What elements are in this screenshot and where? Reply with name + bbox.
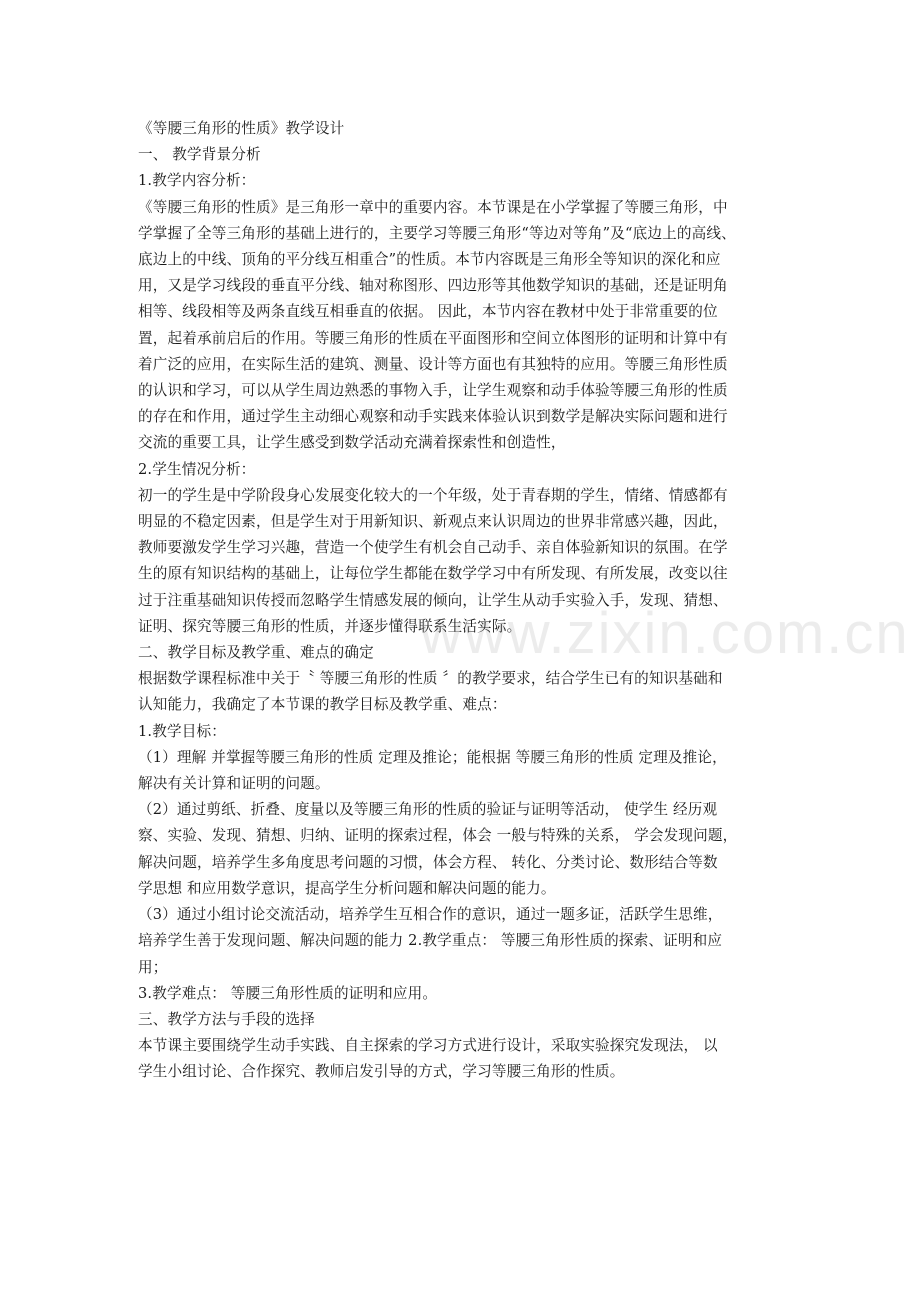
text-line: 二、教学目标及教学重、难点的确定 bbox=[138, 644, 374, 662]
text-line: 相等、线段相等及两条直线互相垂直的依据。 因此，本节内容在教材中处于非常重要的位 bbox=[138, 303, 718, 321]
text-line: 初一的学生是中学阶段身心发展变化较大的一个年级，处于青春期的学生，情绪、情感都有 bbox=[138, 486, 728, 504]
text-line: 三、教学方法与手段的选择 bbox=[138, 1010, 315, 1028]
text-line: 明显的不稳定因素，但是学生对于用新知识、新观点来认识周边的世界非常感兴趣，因此， bbox=[138, 513, 728, 531]
text-line: 解决有关计算和证明的问题。 bbox=[138, 775, 330, 793]
text-line: 察、实验、发现、猜想、归纳、证明的探索过程，体会 一般与特殊的关系， 学会发现问题， bbox=[138, 827, 738, 845]
text-line: 置，起着承前启后的作用。等腰三角形的性质在平面图形和空间立体图形的证明和计算中有 bbox=[138, 329, 728, 347]
text-line: 学思想 和应用数学意识，提高学生分析问题和解决问题的能力。 bbox=[138, 879, 556, 897]
text-line: 底边上的中线、顶角的平分线互相重合”的性质。本节内容既是三角形全等知识的深化和应 bbox=[138, 251, 721, 269]
text-line: 学生小组讨论、合作探究、教师启发引导的方式，学习等腰三角形的性质。 bbox=[138, 1063, 625, 1081]
watermark: www.zixin.com.cn bbox=[420, 601, 910, 666]
text-line: 教师要激发学生学习兴趣，营造一个使学生有机会自己动手、亲自体验新知识的氛围。在学 bbox=[138, 539, 728, 557]
text-line: 过于注重基础知识传授而忽略学生情感发展的倾向，让学生从动手实验入手，发现、猜想、 bbox=[138, 591, 728, 609]
text-line: 《等腰三角形的性质》是三角形一章中的重要内容。本节课是在小学掌握了等腰三角形，中 bbox=[138, 198, 728, 216]
text-line: 1.教学目标： bbox=[138, 722, 226, 740]
text-line: 《等腰三角形的性质》教学设计 bbox=[138, 120, 345, 137]
text-line: 用； bbox=[138, 958, 168, 976]
text-line: 着广泛的应用，在实际生活的建筑、测量、设计等方面也有其独特的应用。等腰三角形性质 bbox=[138, 355, 728, 373]
text-line: 证明、探究等腰三角形的性质，并逐步懂得联系生活实际。 bbox=[138, 617, 522, 635]
text-line: 生的原有知识结构的基础上，让每位学生都能在数学学习中有所发现、有所发展，改变以往 bbox=[138, 565, 728, 583]
text-line: 交流的重要工具，让学生感受到数学活动充满着探索性和创造性， bbox=[138, 434, 566, 452]
text-line: （1）理解 并掌握等腰三角形的性质 定理及推论；能根据 等腰三角形的性质 定理及推论， bbox=[138, 748, 727, 766]
document-body bbox=[138, 116, 798, 1086]
text-line: 1.教学内容分析： bbox=[138, 172, 256, 190]
text-line: 本节课主要围绕学生动手实践、自主探索的学习方式进行设计，采取实验探究发现法， 以 bbox=[138, 1037, 718, 1055]
text-line: 3.教学难点： 等腰三角形性质的证明和应用。 bbox=[138, 984, 438, 1002]
text-line: 解决问题，培养学生多角度思考问题的习惯，体会方程、 转化、分类讨论、数形结合等数 bbox=[138, 853, 718, 871]
text-line: 一、 教学背景分析 bbox=[138, 146, 261, 164]
text-line: （2）通过剪纸、折叠、度量以及等腰三角形的性质的验证与证明等活动， 使学生 经历观 bbox=[138, 801, 718, 819]
text-line: 的认识和学习，可以从学生周边熟悉的事物入手，让学生观察和动手体验等腰三角形的性质 bbox=[138, 382, 728, 400]
text-line: 2.学生情况分析： bbox=[138, 460, 256, 478]
text-line: 根据数学课程标准中关于〝 等腰三角形的性质 〞的教学要求，结合学生已有的知识基础和 bbox=[138, 670, 723, 688]
text-line: 认知能力，我确定了本节课的教学目标及教学重、难点： bbox=[138, 696, 507, 714]
text-line: （3）通过小组讨论交流活动，培养学生互相合作的意识，通过一题多证，活跃学生思维， bbox=[138, 906, 723, 924]
text-line: 的存在和作用，通过学生主动细心观察和动手实践来体验认识到数学是解决实际问题和进行 bbox=[138, 408, 728, 426]
text-line: 培养学生善于发现问题、解决问题的能力 2.教学重点： 等腰三角形性质的探索、证明和应 bbox=[138, 932, 723, 950]
text-line: 学掌握了全等三角形的基础上进行的，主要学习等腰三角形“等边对等角”及“底边上的高线、 bbox=[138, 224, 736, 242]
text-line: 用，又是学习线段的垂直平分线、轴对称图形、四边形等其他数学知识的基础，还是证明角 bbox=[138, 277, 728, 295]
